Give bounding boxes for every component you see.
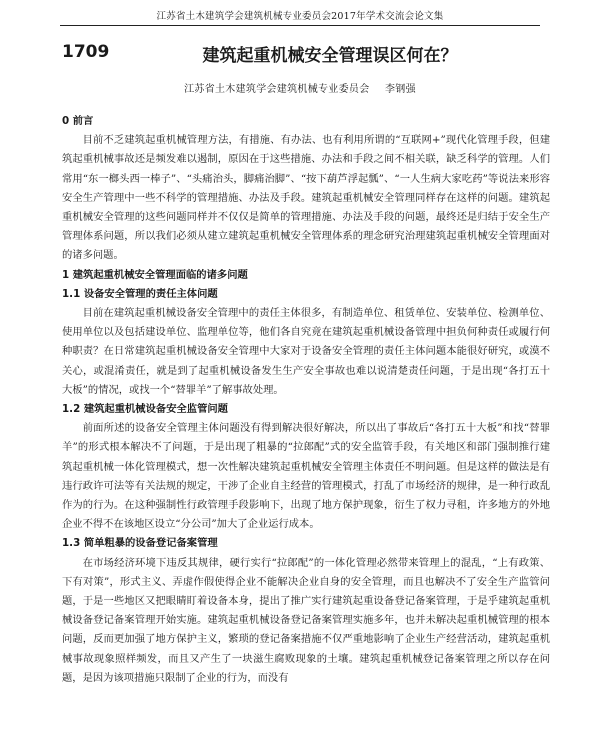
paragraph: 目前在建筑起重机械设备安全管理中的责任主体很多，有制造单位、租赁单位、安装单位、检测单位、使用单位以及包括建设单位、监理单位等，他们各自究竟在建筑起重机械设备管理中担负何种责任或履行何种职责？在日常建筑起重机械设备安全管理中大家对于设备安全管理的责任主体问题本能很好研究，或漠不关心，或混淆责任，就是到了起重机械设备发生生产安全事故也难以说清楚责任问题，于是出现“各打五十大板”的情况，或找一个“替罪羊”了解事故处理。 (62, 307, 550, 396)
paragraph: 目前不乏建筑起重机械管理方法，有措施、有办法、也有利用所谓的“互联网+”现代化管理手段，但建筑起重机械事故还是频发难以遏制，原因在于这些措施、办法和手段之间不相关联，缺乏科学的管理。人们常用“东一榔头西一棒子”、“头痛治头，脚痛治脚”、“按下葫芦浮起瓢”、“一人生病大家吃药”等说法来形容安全生产管理中一些不科学的管理措施、办法及手段。建筑起重机械安全管理同样存在这样的问题。建筑起重机械安全管理的这些问题同样并不仅仅是简单的管理措施、办法及手段的问题，最终还是归结于安全生产管理体系问题，所以我们必须从建立建筑起重机械安全管理体系的理念研究治理建筑起重机械安全管理面对的诸多问题。 (62, 134, 550, 262)
author-line (60, 80, 540, 95)
author-name: 李钢强 (384, 84, 416, 95)
paragraph: 前面所述的设备安全管理主体问题没有得到解决很好解决，所以出了事故后“各打五十大板”和找“替罪羊”的形式根本解决不了问题，于是出现了粗暴的“拉郎配”式的安全监管手段，有关地区和部门强制推行建筑起重机械一体化管理模式，想一次性解决建筑起重机械安全管理主体责任不明问题。但是这样的做法是有违行政许可法等有关法规的规定，干涉了企业自主经营的管理模式，打乱了市场经济的规律，是一种行政乱作为的行为。在这种强制性行政管理手段影响下，出现了地方保护现象，衍生了权力寻租，许多地方的外地企业不得不在该地区设立“分公司”加大了企业运行成本。 (62, 422, 550, 531)
subsection-heading-1-2: 1.2 建筑起重机械设备安全监管问题 (62, 403, 228, 416)
body-text (62, 112, 550, 688)
subsection-heading-1-1: 1.1 设备安全管理的责任主体问题 (62, 287, 218, 300)
paragraph: 在市场经济环境下违反其规律，硬行实行“拉郎配”的一体化管理必然带来管理上的混乱，“上有政策、下有对策”，形式主义、弄虚作假使得企业不能解决企业自身的安全管理，而且也解决不了安全生产监管问题，于是一些地区又把眼睛盯着设备本身，提出了推广实行建筑起重设备登记备案管理，于是乎建筑起重机械设备登记备案管理开始实施。建筑起重机械设备登记备案管理实施多年，也并未解决起重机械管理的根本问题，反而更加强了地方保护主义，繁琐的登记备案措施不仅严重地影响了企业生产经营活动，建筑起重机械事故现象照样频发，而且又产生了一块滋生腐败现象的土壤。建筑起重机械登记备案管理之所以存在问题，是因为该项措施只限制了企业的行为，而没有 (62, 556, 550, 684)
subsection-heading-1-3: 1.3 简单粗暴的设备登记备案管理 (62, 537, 218, 550)
author-affiliation: 江苏省土木建筑学会建筑机械专业委员会 (184, 84, 370, 95)
running-head: 江苏省土木建筑学会建筑机械专业委员会2017年学术交流会论文集 (60, 8, 540, 26)
section-heading-1: 1 建筑起重机械安全管理面临的诸多问题 (62, 268, 248, 281)
paper-number: 1709 (62, 42, 110, 62)
section-heading-preface: 0 前言 (62, 115, 94, 127)
paper-title: 建筑起重机械安全管理误区何在？ (202, 46, 458, 66)
